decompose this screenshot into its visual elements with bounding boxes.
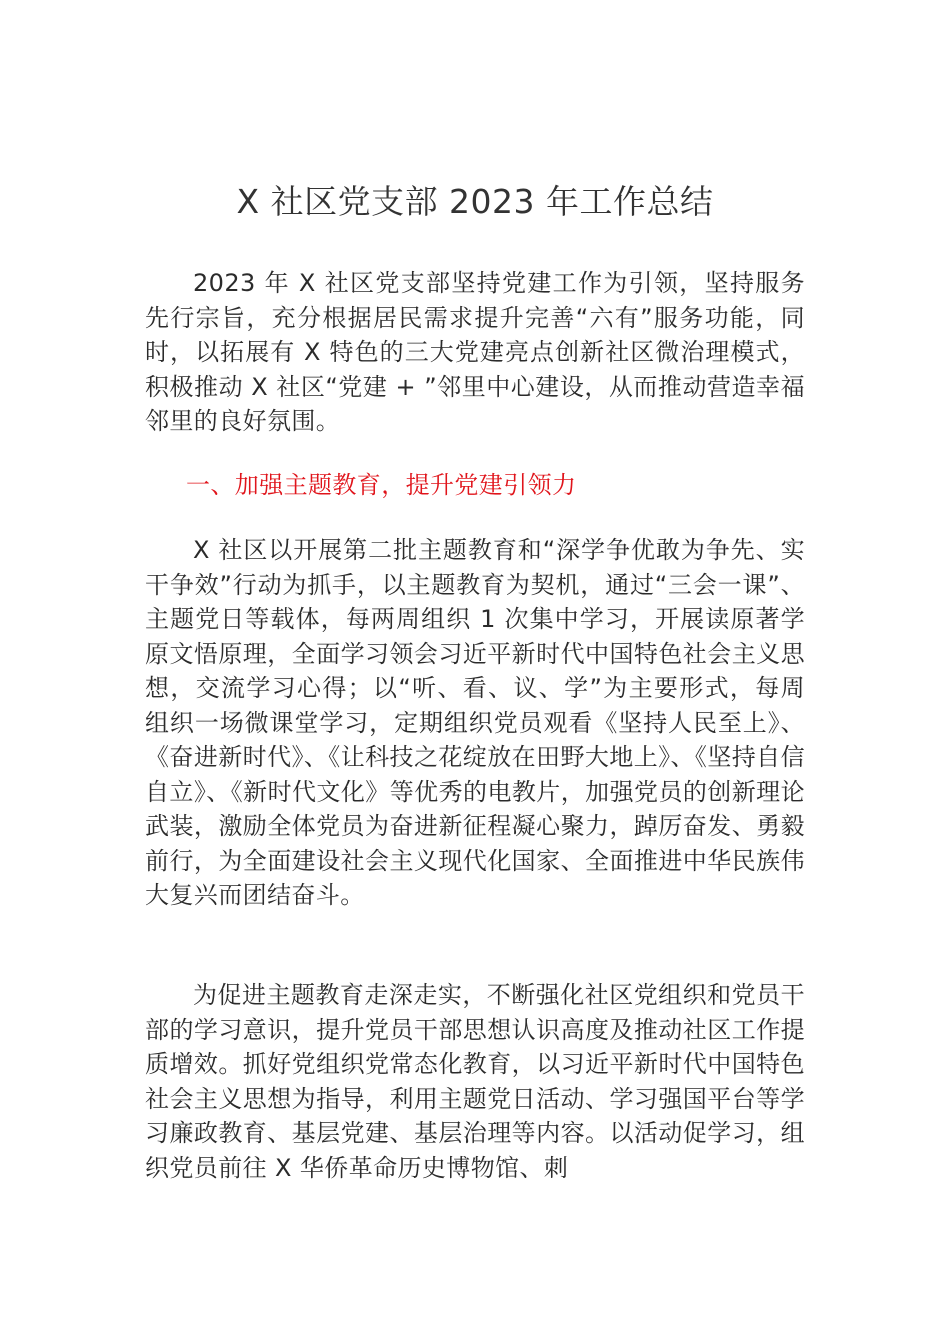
intro-paragraph: 2023 年 X 社区党支部坚持党建工作为引领，坚持服务先行宗旨，充分根据居民需求提升完善“六有”服务功能，同时，以拓展有 X 特色的三大党建亮点创新社区微治理模式，积极推动 X 社区“党建 + ”邻里中心建设，从而推动营造幸福邻里的良好氛围。	[145, 269, 805, 435]
section-heading: 一、加强主题教育，提升党建引领力	[186, 471, 577, 499]
document-title: X 社区党支部 2023 年工作总结	[236, 182, 714, 221]
section-paragraph-2: 为促进主题教育走深走实，不断强化社区党组织和党员干部的学习意识，提升党员干部思想认识高度及推动社区工作提质增效。抓好党组织党常态化教育，以习近平新时代中国特色社会主义思想为指导，利用主题党日活动、学习强国平台等学习廉政教育、基层党建、基层治理等内容。以活动促学习，组织党员前往 X 华侨革命历史博物馆、刺	[145, 981, 805, 1182]
section-paragraph-1: X 社区以开展第二批主题教育和“深学争优敢为争先、实干争效”行动为抓手，以主题教育为契机，通过“三会一课”、主题党日等载体，每两周组织 1 次集中学习，开展读原著学原文悟原理，全面学习领会习近平新时代中国特色社会主义思想，交流学习心得；以“听、看、议、学”为主要形式，每周组织一场微课堂学习，定期组织党员观看《坚持人民至上》、《奋进新时代》、《让科技之花绽放在田野大地上》、《坚持自信自立》、《新时代文化》等优秀的电教片，加强党员的创新理论武装，激励全体党员为奋进新征程凝心聚力，踔厉奋发、勇毅前行，为全面建设社会主义现代化国家、全面推进中华民族伟大复兴而团结奋斗。	[145, 536, 805, 909]
